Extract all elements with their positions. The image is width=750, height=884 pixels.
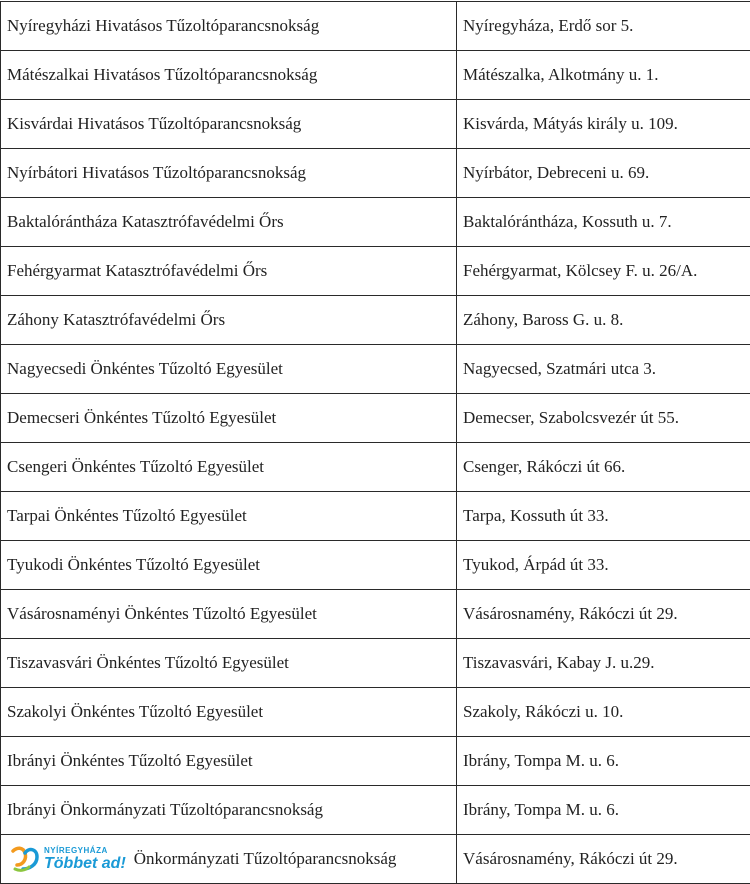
station-address: Ibrány, Tompa M. u. 6. bbox=[457, 737, 750, 786]
table-row bbox=[1, 492, 750, 541]
station-address: Ibrány, Tompa M. u. 6. bbox=[457, 786, 750, 835]
station-address: Nyírbátor, Debreceni u. 69. bbox=[457, 149, 750, 198]
station-address: Fehérgyarmat, Kölcsey F. u. 26/A. bbox=[457, 247, 750, 296]
table-row bbox=[1, 394, 750, 443]
station-name-with-logo bbox=[1, 835, 457, 884]
table-row bbox=[1, 590, 750, 639]
table-row bbox=[1, 198, 750, 247]
table-row bbox=[1, 443, 750, 492]
station-name: Tyukodi Önkéntes Tűzoltó Egyesület bbox=[1, 541, 457, 590]
logo-city-text: NYÍREGYHÁZA bbox=[44, 847, 126, 855]
station-address: Tyukod, Árpád út 33. bbox=[457, 541, 750, 590]
station-name: Szakolyi Önkéntes Tűzoltó Egyesület bbox=[1, 688, 457, 737]
station-address: Nagyecsed, Szatmári utca 3. bbox=[457, 345, 750, 394]
station-name: Kisvárdai Hivatásos Tűzoltóparancsnokság bbox=[1, 100, 457, 149]
table-row bbox=[1, 835, 750, 884]
station-address: Mátészalka, Alkotmány u. 1. bbox=[457, 51, 750, 100]
station-name: Ibrányi Önkormányzati Tűzoltóparancsnokság bbox=[1, 786, 457, 835]
station-address: Baktalórántháza, Kossuth u. 7. bbox=[457, 198, 750, 247]
table-row bbox=[1, 737, 750, 786]
table-row bbox=[1, 639, 750, 688]
station-name: Vásárosnaményi Önkéntes Tűzoltó Egyesület bbox=[1, 590, 457, 639]
nyiregyhaza-logo bbox=[9, 845, 126, 873]
station-address: Tarpa, Kossuth út 33. bbox=[457, 492, 750, 541]
station-address: Vásárosnamény, Rákóczi út 29. bbox=[457, 590, 750, 639]
station-name: Ibrányi Önkéntes Tűzoltó Egyesület bbox=[1, 737, 457, 786]
station-name: Demecseri Önkéntes Tűzoltó Egyesület bbox=[1, 394, 457, 443]
station-address: Vásárosnamény, Rákóczi út 29. bbox=[457, 835, 750, 884]
station-address: Nyíregyháza, Erdő sor 5. bbox=[457, 2, 750, 51]
table-row bbox=[1, 541, 750, 590]
station-name: Fehérgyarmat Katasztrófavédelmi Őrs bbox=[1, 247, 457, 296]
station-name: Baktalórántháza Katasztrófavédelmi Őrs bbox=[1, 198, 457, 247]
station-name: Tiszavasvári Önkéntes Tűzoltó Egyesület bbox=[1, 639, 457, 688]
station-name: Záhony Katasztrófavédelmi Őrs bbox=[1, 296, 457, 345]
table-row bbox=[1, 149, 750, 198]
nyiregyhaza-logo-icon bbox=[9, 845, 41, 873]
station-address: Csenger, Rákóczi út 66. bbox=[457, 443, 750, 492]
station-address: Demecser, Szabolcsvezér út 55. bbox=[457, 394, 750, 443]
station-name: Nyírbátori Hivatásos Tűzoltóparancsnokság bbox=[1, 149, 457, 198]
table-row bbox=[1, 2, 750, 51]
table-row bbox=[1, 296, 750, 345]
station-name: Önkormányzati Tűzoltóparancsnokság bbox=[134, 849, 397, 869]
table-row bbox=[1, 51, 750, 100]
station-name: Mátészalkai Hivatásos Tűzoltóparancsnokság bbox=[1, 51, 457, 100]
logo-slogan-text: Többet ad! bbox=[44, 856, 126, 872]
table-row bbox=[1, 688, 750, 737]
table-row bbox=[1, 247, 750, 296]
fire-stations-table bbox=[0, 1, 750, 884]
table-row bbox=[1, 786, 750, 835]
station-address: Záhony, Baross G. u. 8. bbox=[457, 296, 750, 345]
station-name: Tarpai Önkéntes Tűzoltó Egyesület bbox=[1, 492, 457, 541]
station-name: Nagyecsedi Önkéntes Tűzoltó Egyesület bbox=[1, 345, 457, 394]
table-row bbox=[1, 100, 750, 149]
station-address: Kisvárda, Mátyás király u. 109. bbox=[457, 100, 750, 149]
table-row bbox=[1, 345, 750, 394]
station-name: Nyíregyházi Hivatásos Tűzoltóparancsnokság bbox=[1, 2, 457, 51]
station-address: Szakoly, Rákóczi u. 10. bbox=[457, 688, 750, 737]
station-address: Tiszavasvári, Kabay J. u.29. bbox=[457, 639, 750, 688]
station-name: Csengeri Önkéntes Tűzoltó Egyesület bbox=[1, 443, 457, 492]
